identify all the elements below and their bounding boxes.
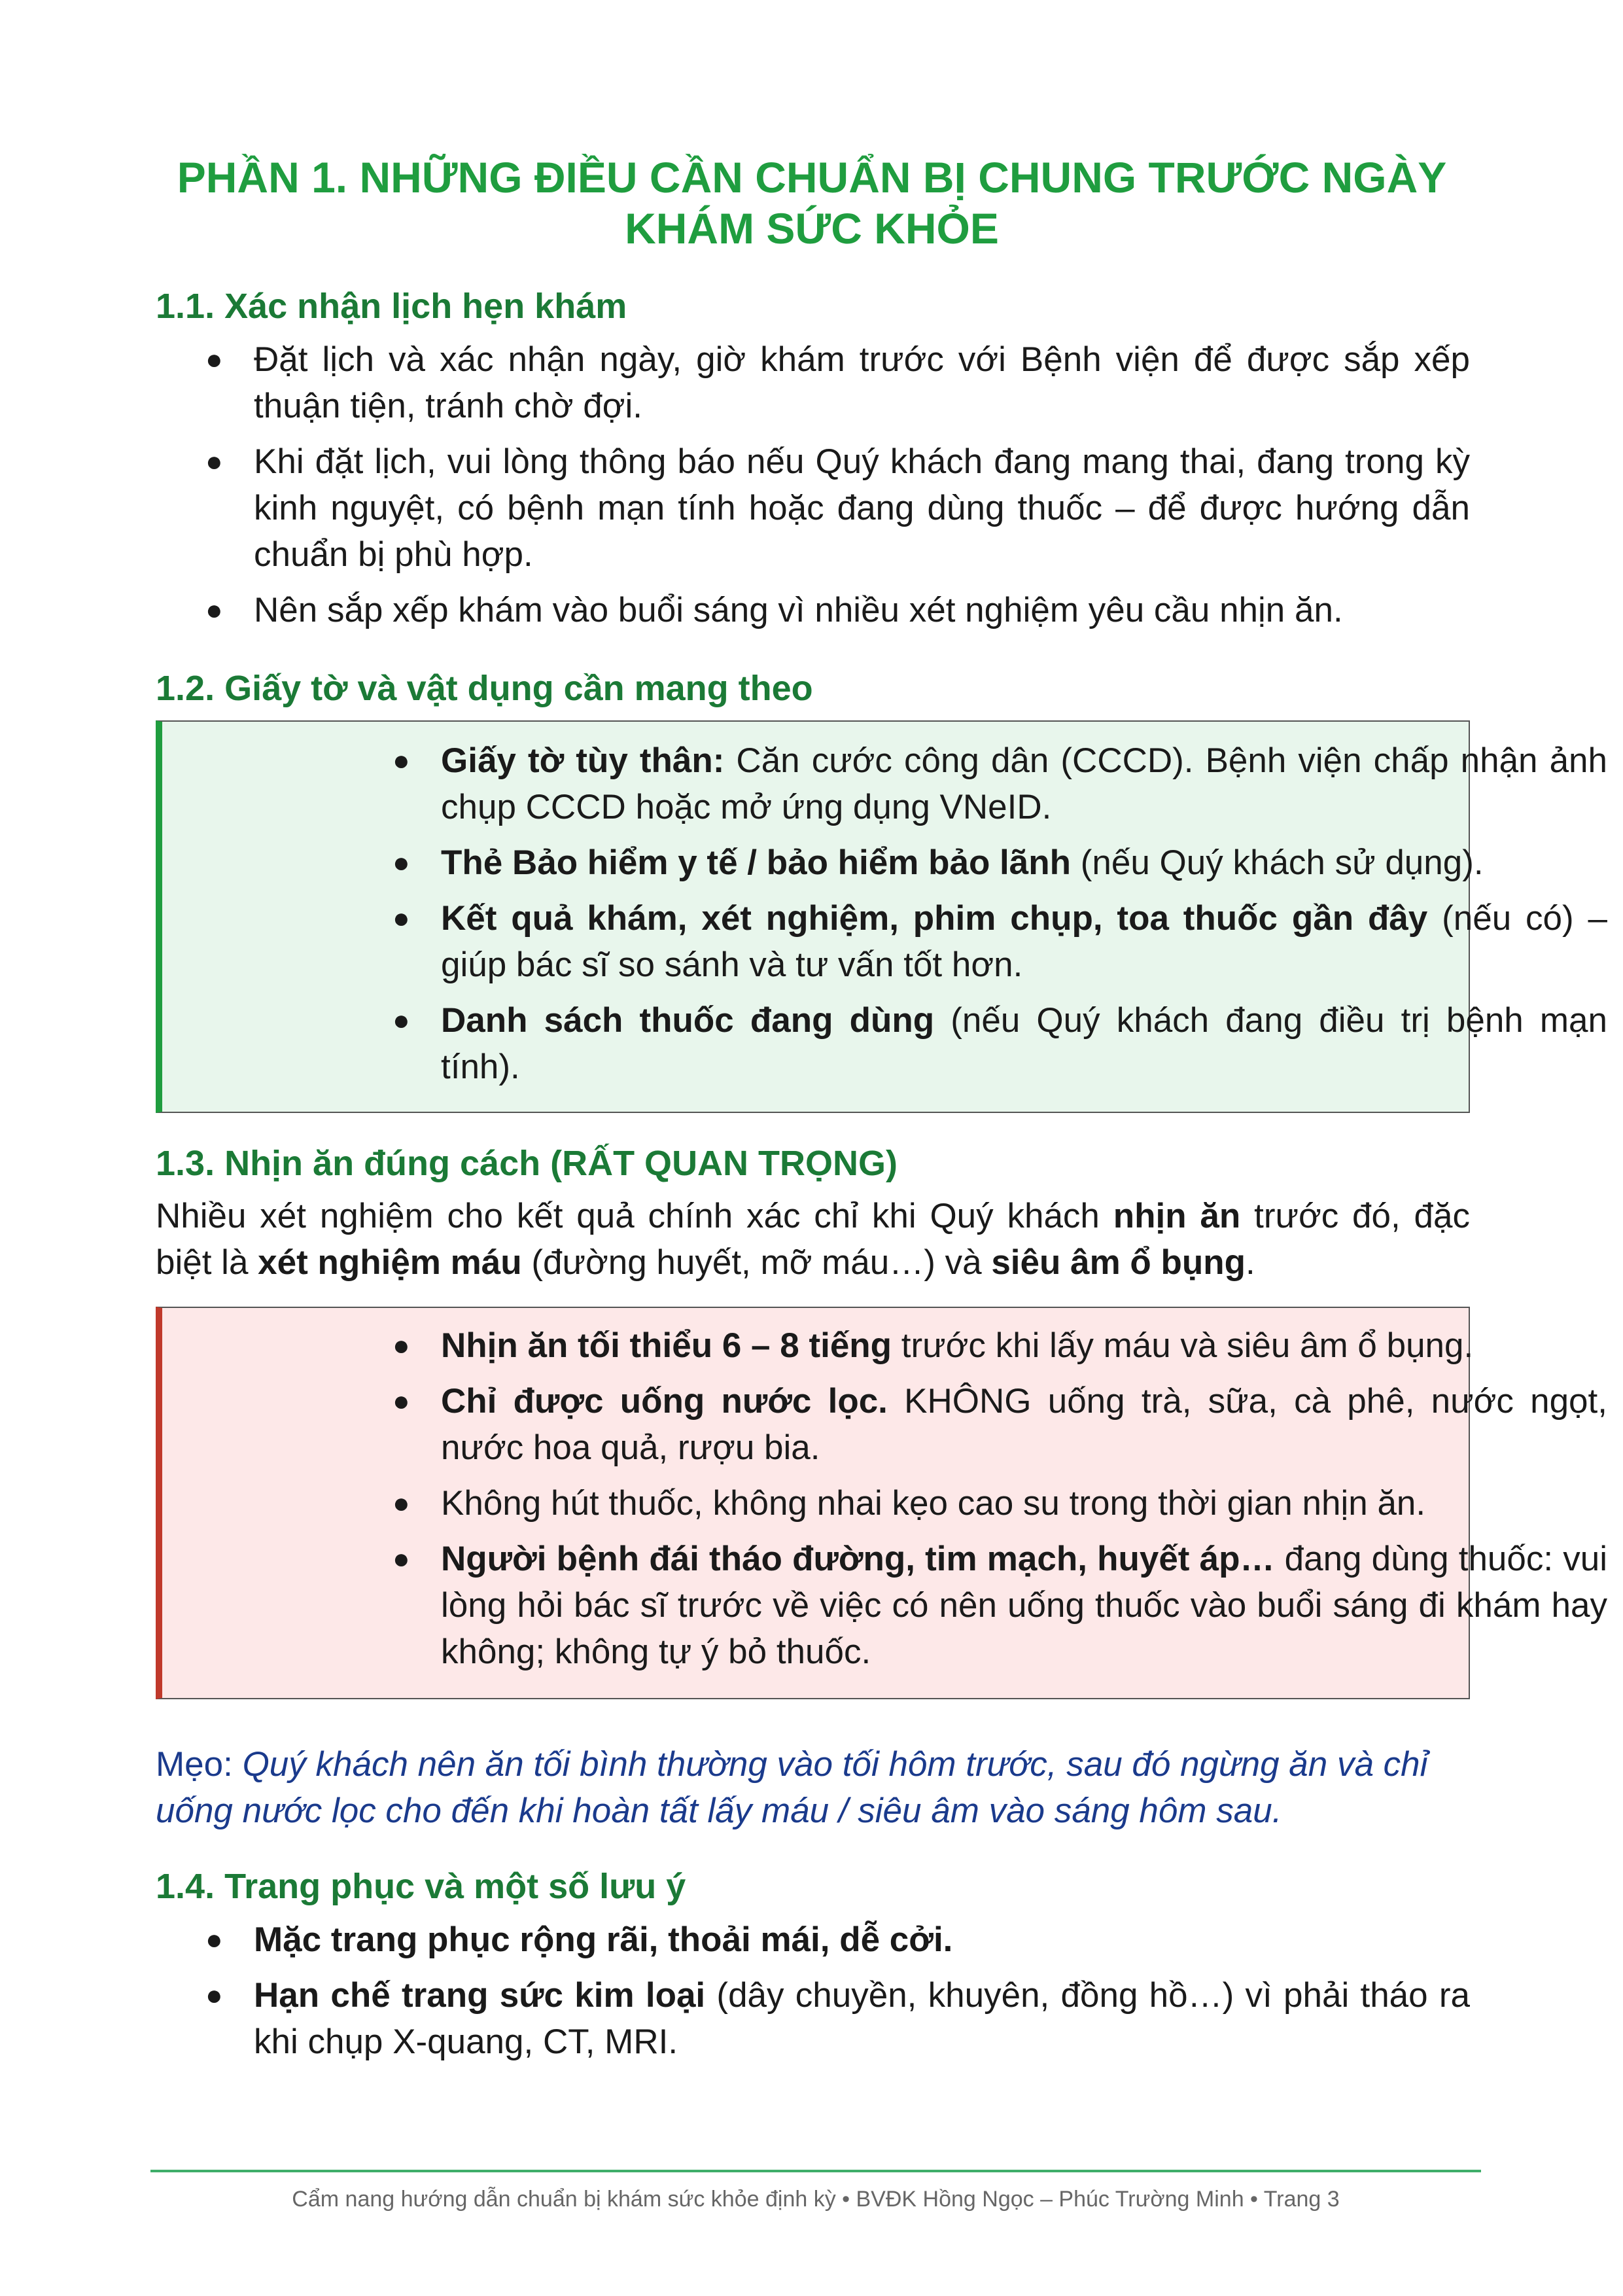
footer-divider [150,2170,1481,2172]
list-item: ● Chỉ được uống nước lọc. KHÔNG uống trà, sữa, cà phê, nước ngọt, nước hoa quả, rượu bia. [393,1382,1607,1467]
list-item: ● Kết quả khám, xét nghiệm, phim chụp, toa thuốc gần đây (nếu có) – giúp bác sĩ so sánh và tư vấn tốt hơn. [393,899,1608,984]
list-item: ● Thẻ Bảo hiểm y tế / bảo hiểm bảo lãnh (nếu Quý khách sử dụng). [393,843,1484,882]
section-1-4-list [205,1916,1470,2074]
fasting-warning-box [156,1307,1607,1699]
section-1-1-heading: 1.1. Xác nhận lịch hẹn khám [156,287,627,326]
tip-paragraph: Mẹo: Quý khách nên ăn tối bình thường vào tối hôm trước, sau đó ngừng ăn và chỉ uống nước lọc cho đến khi hoàn tất lấy máu / siêu âm vào sáng hôm sau. [156,1745,1428,1830]
list-item: ● Giấy tờ tùy thân: Căn cước công dân (CCCD). Bệnh viện chấp nhận ảnh chụp CCCD hoặc mở ứng dụng VNeID. [393,741,1607,826]
list-item: ● Đặt lịch và xác nhận ngày, giờ khám trước với Bệnh viện để được sắp xếp thuận tiện, tránh chờ đợi. [205,340,1470,425]
title-line-2: KHÁM SỨC KHỎE [625,204,999,253]
section-1-3-heading: 1.3. Nhịn ăn đúng cách (RẤT QUAN TRỌNG) [156,1144,898,1183]
list-item: ● Nên sắp xếp khám vào buổi sáng vì nhiều xét nghiệm yêu cầu nhịn ăn. [205,591,1343,629]
list-item: ● Danh sách thuốc đang dùng (nếu Quý khách đang điều trị bệnh mạn tính). [393,1001,1607,1086]
documents-list [393,737,1608,1099]
documents-callout-box [156,720,1608,1113]
fasting-intro-paragraph: Nhiều xét nghiệm cho kết quả chính xác chỉ khi Quý khách nhịn ăn trước đó, đặc biệt là xét nghiệm máu (đường huyết, mỡ máu…) và siêu âm ổ bụng. [156,1197,1470,1282]
section-1-2-heading: 1.2. Giấy tờ và vật dụng cần mang theo [156,669,813,708]
list-item: ● Không hút thuốc, không nhai kẹo cao su trong thời gian nhịn ăn. [393,1484,1426,1523]
section-1-1-list [205,336,1470,643]
list-item: ● Người bệnh đái tháo đường, tim mạch, huyết áp… đang dùng thuốc: vui lòng hỏi bác sĩ trước về việc có nên uống thuốc vào buổi sáng đi khám hay không; không tự ý bỏ thuốc. [393,1540,1607,1671]
list-item: ● Mặc trang phục rộng rãi, thoải mái, dễ cởi. [205,1920,953,1959]
list-item: ● Nhịn ăn tối thiểu 6 – 8 tiếng trước khi lấy máu và siêu âm ổ bụng. [393,1326,1474,1365]
section-1-4-heading: 1.4. Trang phục và một số lưu ý [156,1867,686,1906]
list-item: ● Hạn chế trang sức kim loại (dây chuyền, khuyên, đồng hồ…) vì phải tháo ra khi chụp X-quang, CT, MRI. [205,1976,1470,2061]
list-item: ● Khi đặt lịch, vui lòng thông báo nếu Quý khách đang mang thai, đang trong kỳ kinh nguyệt, có bệnh mạn tính hoặc đang dùng thuốc – để được hướng dẫn chuẩn bị phù hợp. [205,442,1470,574]
fasting-rules-list [393,1322,1607,1684]
page-title [156,152,1468,254]
title-line-1: PHẦN 1. NHỮNG ĐIỀU CẦN CHUẨN BỊ CHUNG TRƯỚC NGÀY [177,153,1447,202]
page-footer: Cẩm nang hướng dẫn chuẩn bị khám sức khỏe định kỳ • BVĐK Hồng Ngọc – Phúc Trường Minh • Trang 3 [292,2187,1340,2212]
